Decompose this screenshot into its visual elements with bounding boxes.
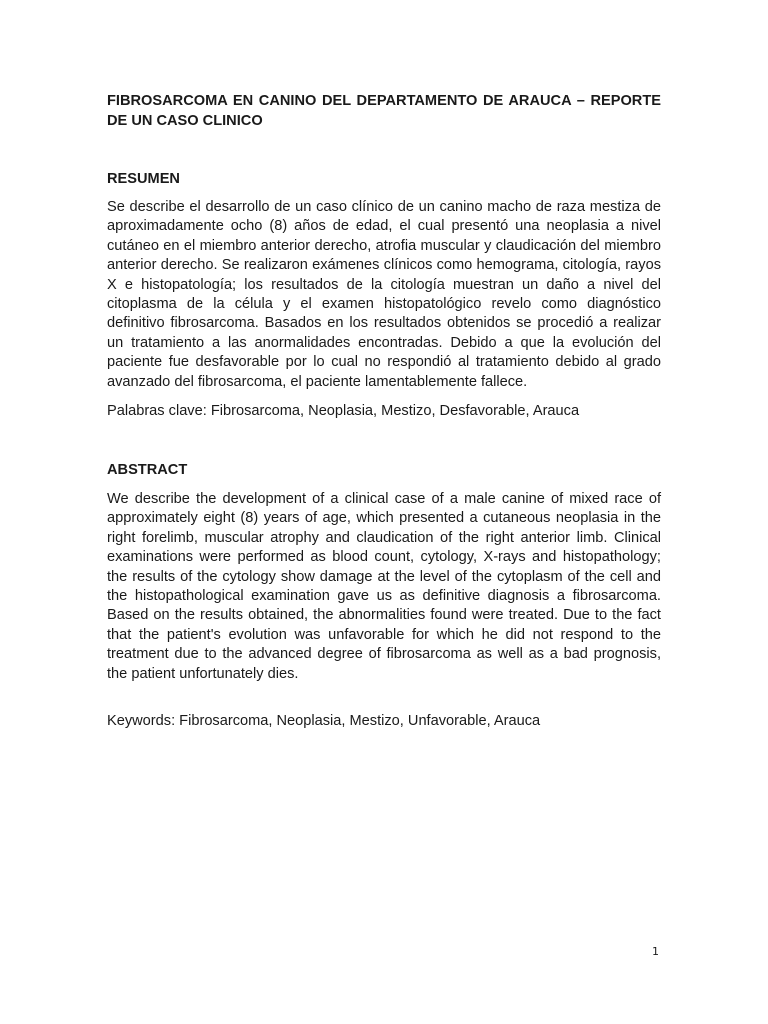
abstract-heading: ABSTRACT [107, 462, 188, 478]
abstract-keywords: Keywords: Fibrosarcoma, Neoplasia, Mestizo, Unfavorable, Arauca [107, 713, 541, 729]
resumen-heading: RESUMEN [107, 171, 180, 187]
resumen-keywords: Palabras clave: Fibrosarcoma, Neoplasia, Mestizo, Desfavorable, Arauca [107, 403, 580, 419]
resumen-paragraph: Se describe el desarrollo de un caso clínico de un canino macho de raza mestiza de aproximadamente ocho (8) años de edad, el cual presentó una neoplasia a nivel cutáneo en el miembro anterior derecho, atrofia muscular y claudicación del miembro anterior derecho. Se realizaron exámenes clínicos como hemograma, citología, rayos X e histopatología; los resultados de la citología muestran un daño a nivel del citoplasma de la célula y el examen histopatológico revelo como diagnóstico definitivo fibrosarcoma. Basados en los resultados obtenidos se procedió a realizar un tratamiento a las anormalidades encontradas. Debido a que la evolución del paciente fue desfavorable por lo cual no respondió al tratamiento debido al grado avanzado del fibrosarcoma, el paciente lamentablemente fallece. [107, 199, 661, 390]
document-title: FIBROSARCOMA EN CANINO DEL DEPARTAMENTO DE ARAUCA – REPORTE DE UN CASO CLINICO [107, 93, 661, 129]
abstract-paragraph: We describe the development of a clinical case of a male canine of mixed race of approximately eight (8) years of age, which presented a cutaneous neoplasia in the right forelimb, muscular atrophy and claudication of the right anterior limb. Clinical examinations were performed as blood count, cytology, X-rays and histopathology; the results of the cytology show damage at the level of the cytoplasm of the cell and the histopathological examination gave us as definitive diagnosis a fibrosarcoma. Based on the results obtained, the abnormalities found were treated. Due to the fact that the patient's evolution was unfavorable for which he did not respond to the treatment due to the advanced degree of fibrosarcoma as well as a bad prognosis, the patient unfortunately dies. [107, 491, 661, 682]
page-number: 1 [652, 945, 659, 958]
